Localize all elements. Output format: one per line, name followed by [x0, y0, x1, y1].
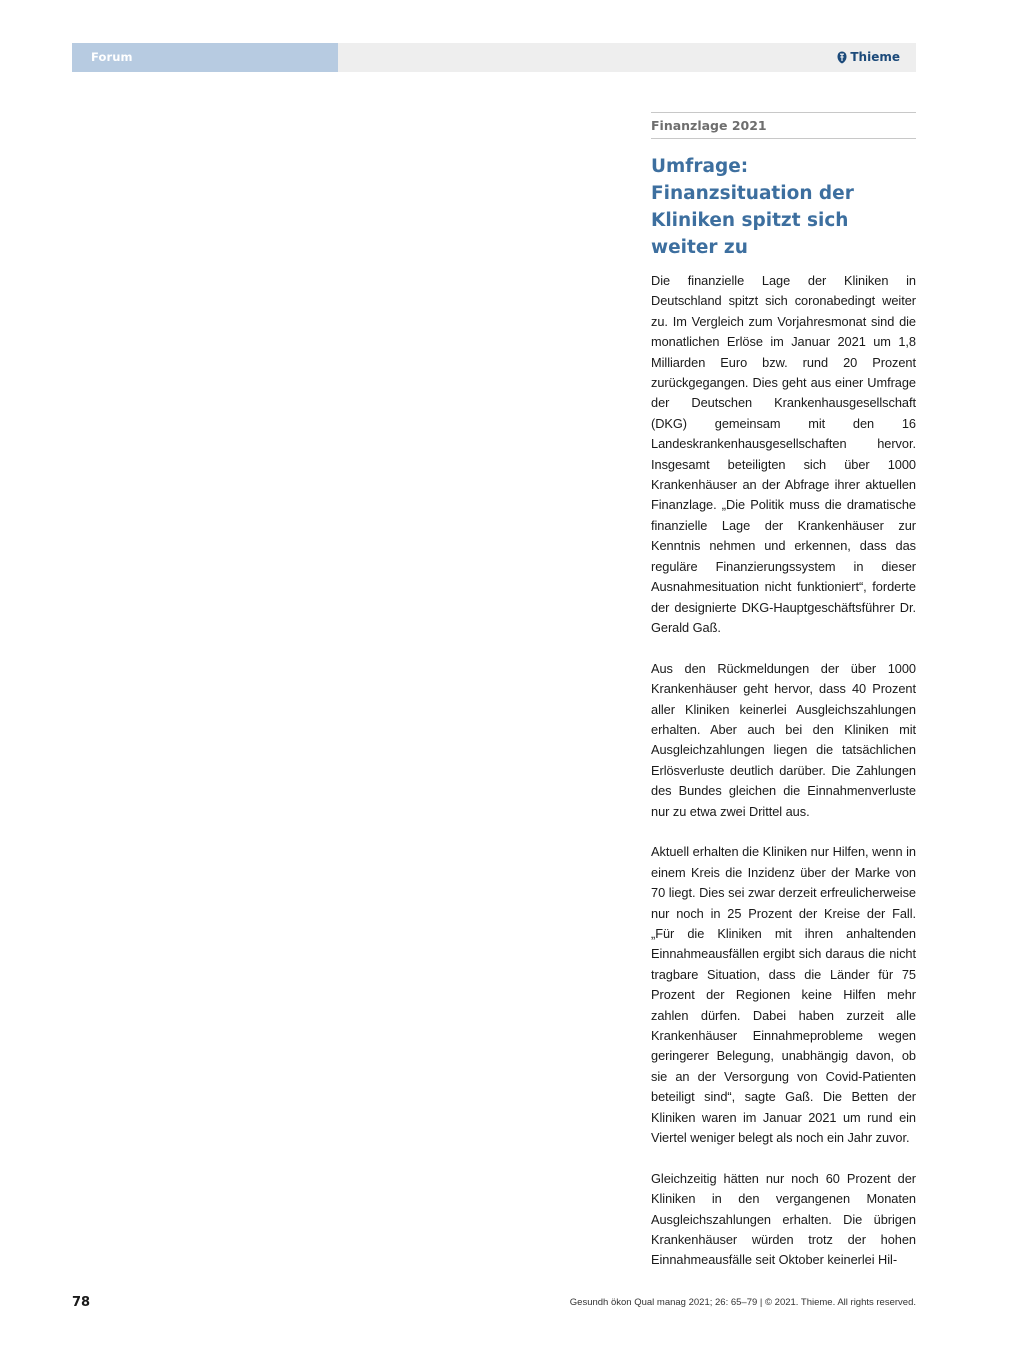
publisher-logo [837, 49, 900, 65]
article-headline: Umfrage: Finanzsituation der Kliniken spitzt sich weiter zu [651, 156, 854, 258]
thieme-logo-icon [837, 51, 847, 64]
running-header [72, 43, 916, 72]
article-rubric: Finanzlage 2021 [651, 112, 916, 139]
publisher-name: Thieme [850, 50, 900, 64]
article-paragraph: Aus den Rückmeldungen der über 1000 Krankenhäuser geht hervor, dass 40 Prozent aller Kliniken keinerlei Ausgleichszahlungen erhalten. Aber auch bei den Kliniken mit Ausgleichzahlungen liegen die tatsächlichen Erlösverluste deutlich darüber. Die Zahlungen des Bundes gleichen die Einnahmenverluste nur zu etwa zwei Drittel aus. [651, 660, 916, 819]
journal-citation: Gesundh ökon Qual manag 2021; 26: 65–79 | © 2021. Thieme. All rights reserved. [569, 1297, 916, 1308]
article-paragraph: Aktuell erhalten die Kliniken nur Hilfen, wenn in einem Kreis die Inzidenz über der Marke von 70 liegt. Dies sei zwar derzeit erfreulicherweise nur noch in 25 Prozent der Kreise der Fall. „Für die Kliniken mit ihren anhaltenden Einnahmeausfällen ergibt sich daraus die nicht tragbare Situation, dass die Länder für 75 Prozent der Regionen keine Hilfen mehr zahlen dürfen. Dabei haben zurzeit alle Krankenhäuser Einnahmeprobleme wegen geringerer Belegung, unabhängig davon, ob sie an der Versorgung von Covid-Patienten beteiligt sind“, sagte Gaß. Die Betten der Kliniken waren im Januar 2021 um rund ein Viertel weniger belegt als noch ein Jahr zuvor. [651, 844, 916, 1146]
news-article [651, 112, 916, 1291]
section-label: Forum [91, 50, 133, 64]
article-paragraph: Gleichzeitig hätten nur noch 60 Prozent der Kliniken in den vergangenen Monaten Ausgleichszahlungen erhalten. Die übrigen Krankenhäuser würden trotz der hohen Einnahmeausfälle seit Oktober keinerlei Hil- [651, 1170, 916, 1268]
section-tab [72, 43, 338, 72]
article-body [651, 271, 916, 1271]
article-paragraph: Die finanzielle Lage der Kliniken in Deutschland spitzt sich coronabedingt weiter zu. Im Vergleich zum Vorjahresmonat sind die monatlichen Erlöse im Januar 2021 um 1,8 Milliarden Euro bzw. rund 20 Prozent zurückgegangen. Dies geht aus einer Umfrage der Deutschen Krankenhausgesellschaft (DKG) gemeinsam mit den 16 Landeskrankenhausgesellschaften hervor. Insgesamt beteiligten sich über 1000 Krankenhäuser an der Abfrage ihrer aktuellen Finanzlage. „Die Politik muss die dramatische finanzielle Lage der Krankenhäuser zur Kenntnis nehmen und erkennen, dass das reguläre Finanzierungssystem in dieser Ausnahmesituation nicht funktioniert“, forderte der designierte DKG-Hauptgeschäftsführer Dr. Gerald Gaß. [651, 273, 916, 635]
page-number: 78 [72, 1295, 91, 1310]
